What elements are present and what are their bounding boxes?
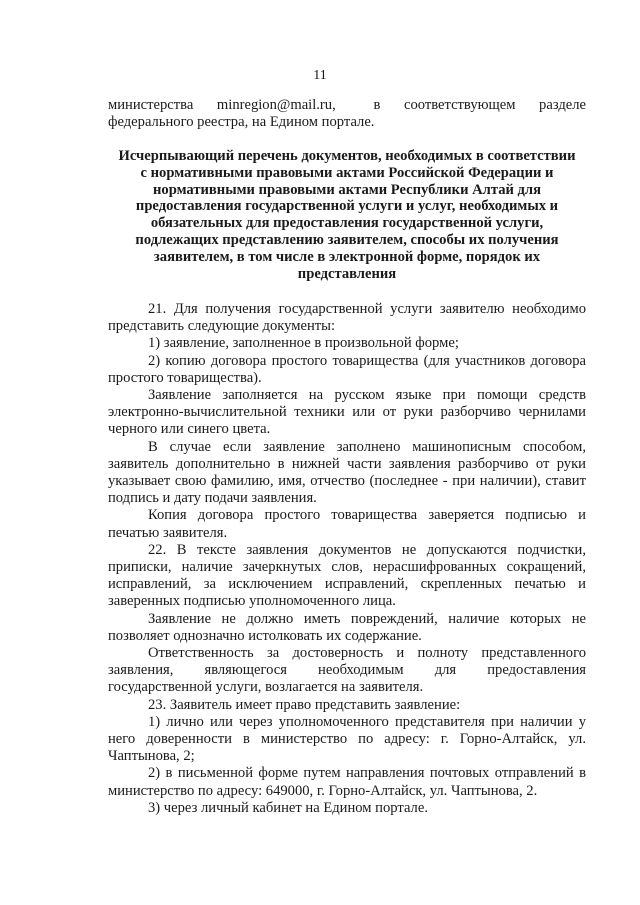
paragraph-line: государственной услуги, возлагается на заявителя.	[108, 679, 424, 696]
paragraph-line: представить следующие документы:	[108, 318, 336, 335]
section-heading	[108, 148, 586, 282]
paragraph-line: В случае если заявление заполнено машинописным способом,	[148, 438, 586, 455]
paragraph-line: электронно-вычислительной техники или от руки разборчиво чернилами	[108, 404, 586, 421]
paragraph-line: Чаптынова, 2;	[108, 748, 195, 765]
page-number: 11	[313, 68, 327, 83]
paragraph-line: него доверенности в министерство по адресу: г. Горно-Алтайск, ул.	[108, 731, 586, 748]
paragraph-line: 21. Для получения государственной услуги заявителю необходимо	[148, 301, 586, 317]
paragraph-line: указывает свою фамилию, имя, отчество (последнее - при наличии), ставит	[108, 473, 586, 490]
paragraph-line: заверенных подписью уполномоченного лица.	[108, 593, 396, 610]
paragraph-line: Копия договора простого товарищества заверяется подписью и	[148, 507, 586, 524]
paragraph-line: печатью заявителя.	[108, 524, 228, 541]
paragraph-line: 1) заявление, заполненное в произвольной форме;	[148, 335, 459, 352]
paragraph-line: 22. В тексте заявления документов не допускаются подчистки,	[148, 541, 586, 558]
paragraph-line: Ответственность за достоверность и полноту представленного	[148, 645, 586, 662]
heading-line: предоставления государственной услуги и услуг, необходимых и	[135, 198, 559, 215]
paragraph-line: приписки, наличие зачеркнутых слов, нерасшифрованных сокращений,	[108, 559, 586, 576]
paragraph-line: черного или синего цвета.	[108, 421, 271, 438]
paragraph-line: министерство по адресу: 649000, г. Горно-Алтайск, ул. Чаптынова, 2.	[108, 782, 538, 799]
heading-line: с нормативными правовыми актами Российской Федерации и	[140, 164, 554, 181]
paragraph-line: простого товарищества).	[108, 369, 262, 386]
heading-line: представления	[297, 265, 397, 282]
heading-line: подлежащих представлению заявителем, способы их получения	[135, 231, 559, 248]
paragraph-line: 2) копию договора простого товарищества (для участников договора	[148, 352, 586, 369]
heading-line: Исчерпывающий перечень документов, необходимых в соответствии	[118, 148, 576, 164]
heading-line: обязательных для предоставления государственной услуги,	[150, 215, 544, 232]
intro-line: министерства minregion@mail.ru, в соответствующем разделе	[108, 97, 586, 113]
heading-line: заявителем, в том числе в электронной форме, порядок их	[153, 248, 541, 265]
document-body	[108, 301, 586, 817]
paragraph	[108, 439, 586, 508]
paragraph-line: исправлений, за исключением исправлений, скрепленных печатью и	[108, 576, 586, 593]
paragraph	[108, 301, 586, 335]
paragraph	[108, 697, 586, 714]
paragraph-line: Заявление не должно иметь повреждений, наличие которых не	[148, 610, 586, 627]
paragraph-line: Заявление заполняется на русском языке при помощи средств	[148, 387, 586, 404]
paragraph-line: подпись и дату подачи заявления.	[108, 490, 317, 507]
paragraph	[108, 765, 586, 799]
paragraph	[108, 542, 586, 611]
intro-text	[108, 97, 586, 131]
paragraph	[108, 645, 586, 697]
paragraph	[108, 387, 586, 439]
paragraph	[108, 800, 586, 817]
paragraph-line: 23. Заявитель имеет право представить заявление:	[148, 696, 461, 713]
paragraph-line: заявления, являющегося необходимым для предоставления	[108, 662, 586, 679]
paragraph-line: позволяет однозначно истолковать их содержание.	[108, 627, 422, 644]
intro-line: федерального реестра, на Едином портале.	[108, 114, 375, 131]
paragraph	[108, 714, 586, 766]
paragraph	[108, 507, 586, 541]
paragraph	[108, 353, 586, 387]
paragraph-line: заявитель дополнительно в нижней части заявления разборчиво от руки	[108, 455, 586, 472]
heading-line: нормативными правовыми актами Республики Алтай для	[152, 181, 542, 198]
paragraph-line: 1) лично или через уполномоченного представителя при наличии у	[148, 713, 586, 730]
paragraph-line: 2) в письменной форме путем направления почтовых отправлений в	[148, 765, 586, 782]
paragraph	[108, 611, 586, 645]
paragraph-line: 3) через личный кабинет на Едином портале.	[148, 799, 428, 816]
paragraph	[108, 335, 586, 352]
